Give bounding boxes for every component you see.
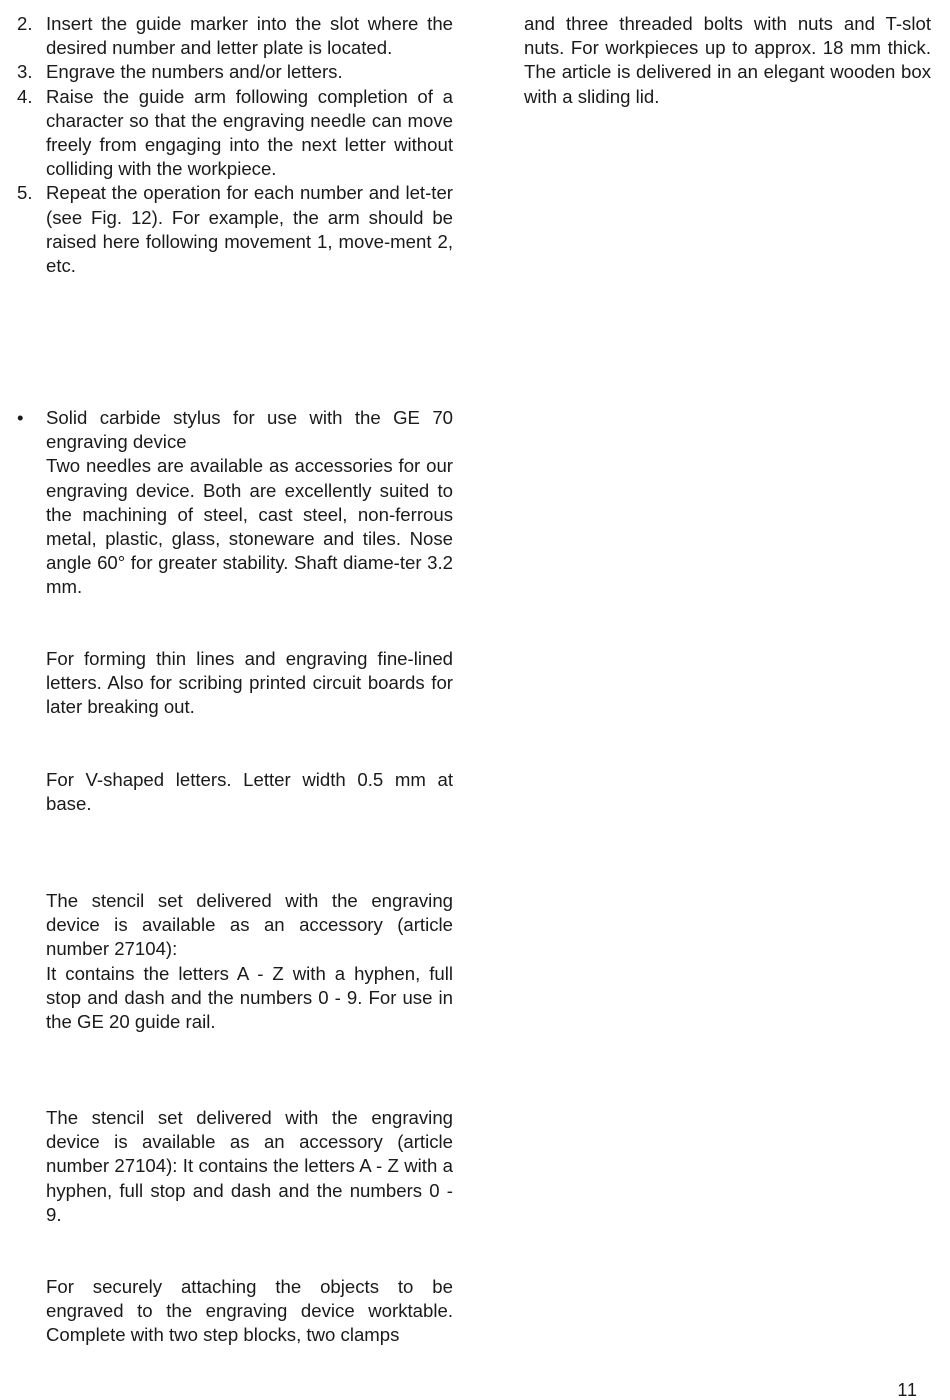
stencil-set-intro: The stencil set delivered with the engraving device is available as an accessory (article number 27104):: [46, 890, 453, 960]
stencil-set-text: The stencil set delivered with the engraving device is available as an accessory (article number 27104): It contains the letters A - Z with a hyphen, full stop and dash and the numbers 0 - 9.: [46, 1107, 453, 1225]
v-needle-section: [46, 768, 453, 816]
stylus-heading: Solid carbide stylus for use with the GE 70 engraving device: [46, 407, 453, 453]
clamping-text-start: For securely attaching the objects to be engraved to the engraving device worktable. Complete with two step blocks, two clamps: [46, 1276, 453, 1346]
stylus-section: [17, 406, 453, 600]
stencil-set-section-2: [46, 1106, 453, 1227]
step-text: Repeat the operation for each number and let-ter (see Fig. 12). For example, the arm should be raised here following movement 1, move-ment 2, etc.: [46, 182, 453, 277]
step-item-2: [17, 12, 453, 60]
clamping-section: [46, 1275, 453, 1348]
step-item-3: [17, 60, 453, 84]
step-number: 2.: [17, 13, 33, 34]
steps-list: [17, 12, 453, 278]
thin-needle-text: For forming thin lines and engraving fine-lined letters. Also for scribing printed circuit boards for later breaking out.: [46, 648, 453, 718]
step-number: 5.: [17, 182, 33, 204]
stencil-set-section-1: [46, 889, 453, 1034]
step-text: Engrave the numbers and/or letters.: [46, 61, 343, 83]
right-column: [524, 12, 931, 109]
stencil-set-contents: It contains the letters A - Z with a hyphen, full stop and dash and the numbers 0 - 9. For use in the GE 20 guide rail.: [46, 962, 453, 1033]
stylus-bullet-item: [17, 406, 453, 600]
step-number: 4.: [17, 85, 33, 107]
clamping-text-continued: and three threaded bolts with nuts and T-slot nuts. For workpieces up to approx. 18 mm thick. The article is delivered in an elegant wooden box with a sliding lid.: [524, 13, 931, 107]
thin-needle-section: [46, 647, 453, 720]
step-text: Insert the guide marker into the slot where the desired number and letter plate is located.: [46, 13, 453, 59]
bullet-marker: •: [17, 407, 24, 428]
step-text: Raise the guide arm following completion of a character so that the engraving needle can move freely from engaging into the next letter without colliding with the workpiece.: [46, 85, 453, 180]
stylus-description: Two needles are available as accessories for our engraving device. Both are excellently suited to the machining of steel, cast steel, non-ferrous metal, plastic, glass, stoneware and tiles. Nose angle 60° for greater stability. Shaft diame-ter 3.2 mm.: [46, 455, 453, 598]
v-needle-text: For V-shaped letters. Letter width 0.5 mm at base.: [46, 769, 453, 815]
step-number: 3.: [17, 61, 33, 83]
step-item-4: [17, 85, 453, 182]
page-number: 11: [897, 1380, 918, 1400]
step-item-5: [17, 181, 453, 278]
